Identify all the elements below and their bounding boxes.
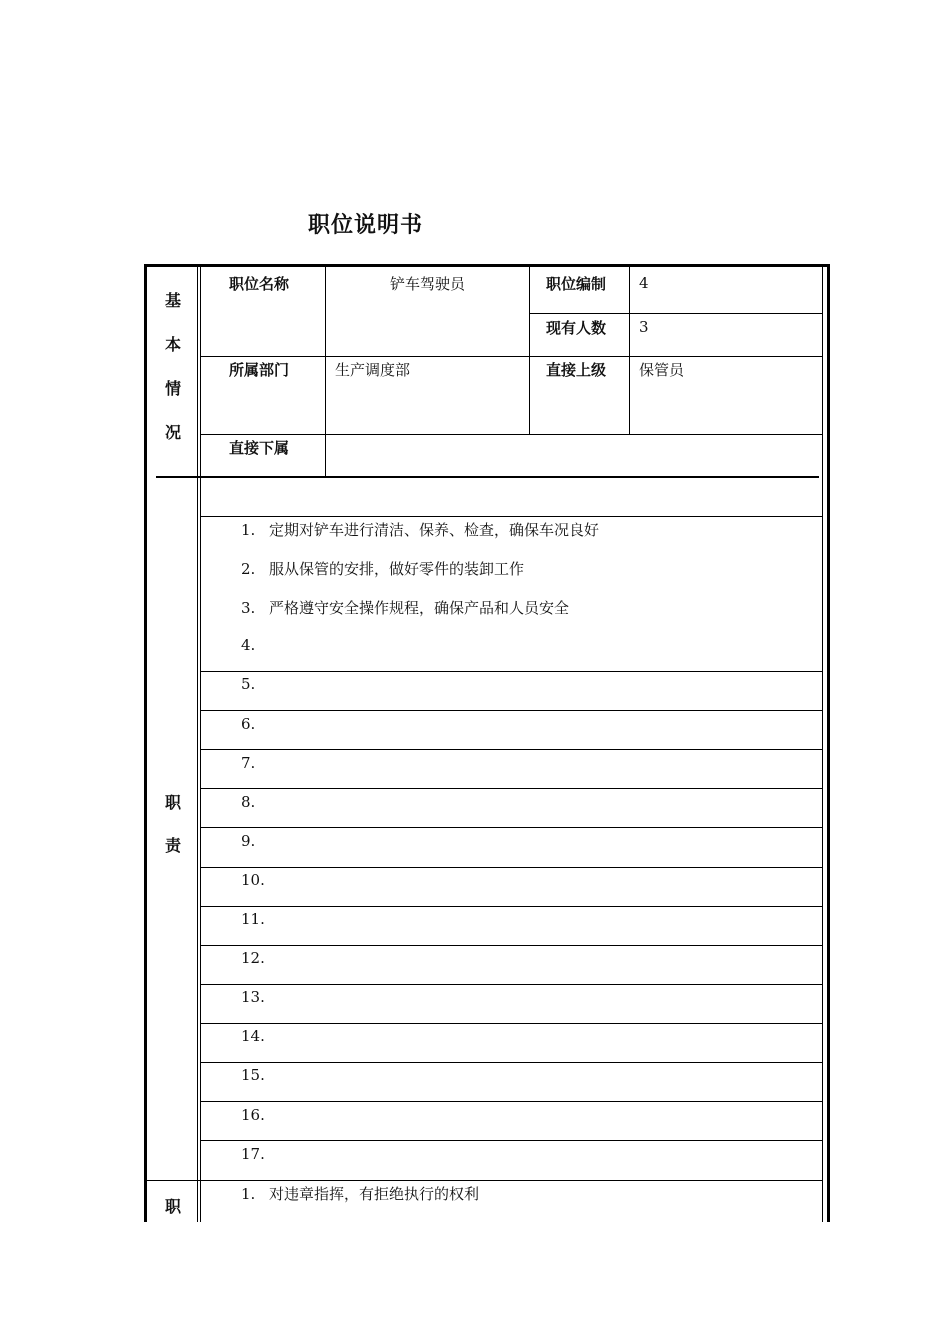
- basic-label-char: 本: [164, 335, 181, 354]
- basic-hline-quota: [529, 313, 823, 314]
- basic-hline-dept: [200, 356, 823, 357]
- duty-item-number: 5.: [241, 675, 256, 693]
- duty-item-text: 服从保管的安排，做好零件的装卸工作: [269, 560, 525, 578]
- duty-item: [241, 949, 269, 967]
- rights-label-char: 职: [164, 1197, 181, 1216]
- duty-item: [241, 636, 269, 654]
- duty-row-separator: [200, 1140, 823, 1141]
- duties-label-char: 责: [164, 836, 181, 855]
- department-value: 生产调度部: [335, 361, 411, 379]
- duty-row-separator: [200, 867, 823, 868]
- current-count-label: 现有人数: [546, 319, 607, 337]
- subordinate-label: 直接下属: [229, 439, 290, 457]
- position-name-value: 铲车驾驶员: [389, 275, 465, 293]
- duty-item-number: 13.: [241, 988, 265, 1006]
- duty-row-separator: [200, 1023, 823, 1024]
- duty-item-number: 6.: [241, 715, 256, 733]
- duty-item-number: 17.: [241, 1145, 265, 1163]
- duty-item: [241, 597, 569, 618]
- label-column-divider-inner: [200, 267, 201, 1222]
- duties-header-line: [200, 516, 823, 517]
- duty-item: [241, 871, 269, 889]
- duty-item: [241, 1027, 269, 1045]
- basic-label-char: 况: [164, 423, 181, 442]
- duty-row-separator: [200, 710, 823, 711]
- basic-divider-1: [325, 267, 326, 477]
- duty-item: [241, 988, 269, 1006]
- duty-item-number: 14.: [241, 1027, 265, 1045]
- duties-section-bottom: [144, 1180, 823, 1181]
- duty-item-number: 10.: [241, 871, 265, 889]
- duty-item: [241, 675, 269, 693]
- duty-item-number: 3.: [241, 599, 256, 617]
- table-right-inner-border: [822, 267, 823, 1222]
- duty-item-number: 11.: [241, 910, 265, 928]
- basic-label-char: 情: [164, 379, 181, 398]
- duty-item-number: 2.: [241, 560, 256, 578]
- duty-row-separator: [200, 906, 823, 907]
- table-top-border: [144, 264, 830, 267]
- duty-item: [241, 519, 599, 540]
- duty-row-separator: [200, 1062, 823, 1063]
- rights-item: [241, 1183, 479, 1204]
- duty-item: [241, 1145, 269, 1163]
- duty-item-number: 12.: [241, 949, 265, 967]
- duty-item-text: 定期对铲车进行清洁、保养、检查，确保车况良好: [269, 521, 600, 539]
- label-column-divider: [197, 267, 198, 1222]
- duty-item: [241, 1106, 269, 1124]
- duty-item-number: 7.: [241, 754, 256, 772]
- rights-item-text: 对违章指挥，有拒绝执行的权利: [269, 1185, 480, 1203]
- position-name-label: 职位名称: [229, 275, 290, 293]
- superior-label: 直接上级: [546, 361, 607, 379]
- page-title: 职位说明书: [308, 213, 424, 238]
- basic-hline-sub: [200, 434, 823, 435]
- basic-label-char: 基: [164, 291, 181, 310]
- duty-item: [241, 558, 524, 579]
- duty-item-number: 8.: [241, 793, 256, 811]
- quota-label: 职位编制: [546, 275, 607, 293]
- duty-item: [241, 715, 269, 733]
- current-count-value: 3: [639, 318, 649, 336]
- duty-item-text: 严格遵守安全操作规程，确保产品和人员安全: [269, 599, 570, 617]
- duty-row-separator: [200, 1101, 823, 1102]
- duties-label-char: 职: [164, 793, 181, 812]
- rights-item-number: 1.: [241, 1185, 256, 1203]
- duty-item: [241, 1066, 269, 1084]
- duty-row-separator: [200, 827, 823, 828]
- duty-item-number: 9.: [241, 832, 256, 850]
- duty-row-separator: [200, 788, 823, 789]
- duty-row-separator: [200, 945, 823, 946]
- quota-value: 4: [639, 274, 649, 292]
- table-left-border: [144, 264, 147, 1222]
- duty-item: [241, 832, 269, 850]
- duty-item-number: 16.: [241, 1106, 265, 1124]
- basic-divider-3: [629, 267, 630, 435]
- duty-item: [241, 754, 269, 772]
- department-label: 所属部门: [229, 361, 290, 379]
- basic-section-bottom: [156, 476, 819, 478]
- duty-item-number: 1.: [241, 521, 256, 539]
- duty-row-separator: [200, 749, 823, 750]
- duty-row-separator: [200, 671, 823, 672]
- duty-item-number: 4.: [241, 636, 256, 654]
- duty-row-separator: [200, 984, 823, 985]
- duty-item-number: 15.: [241, 1066, 265, 1084]
- duty-item: [241, 793, 269, 811]
- superior-value: 保管员: [639, 361, 685, 379]
- duty-item: [241, 910, 269, 928]
- basic-divider-2: [529, 267, 530, 435]
- table-right-border: [827, 264, 830, 1222]
